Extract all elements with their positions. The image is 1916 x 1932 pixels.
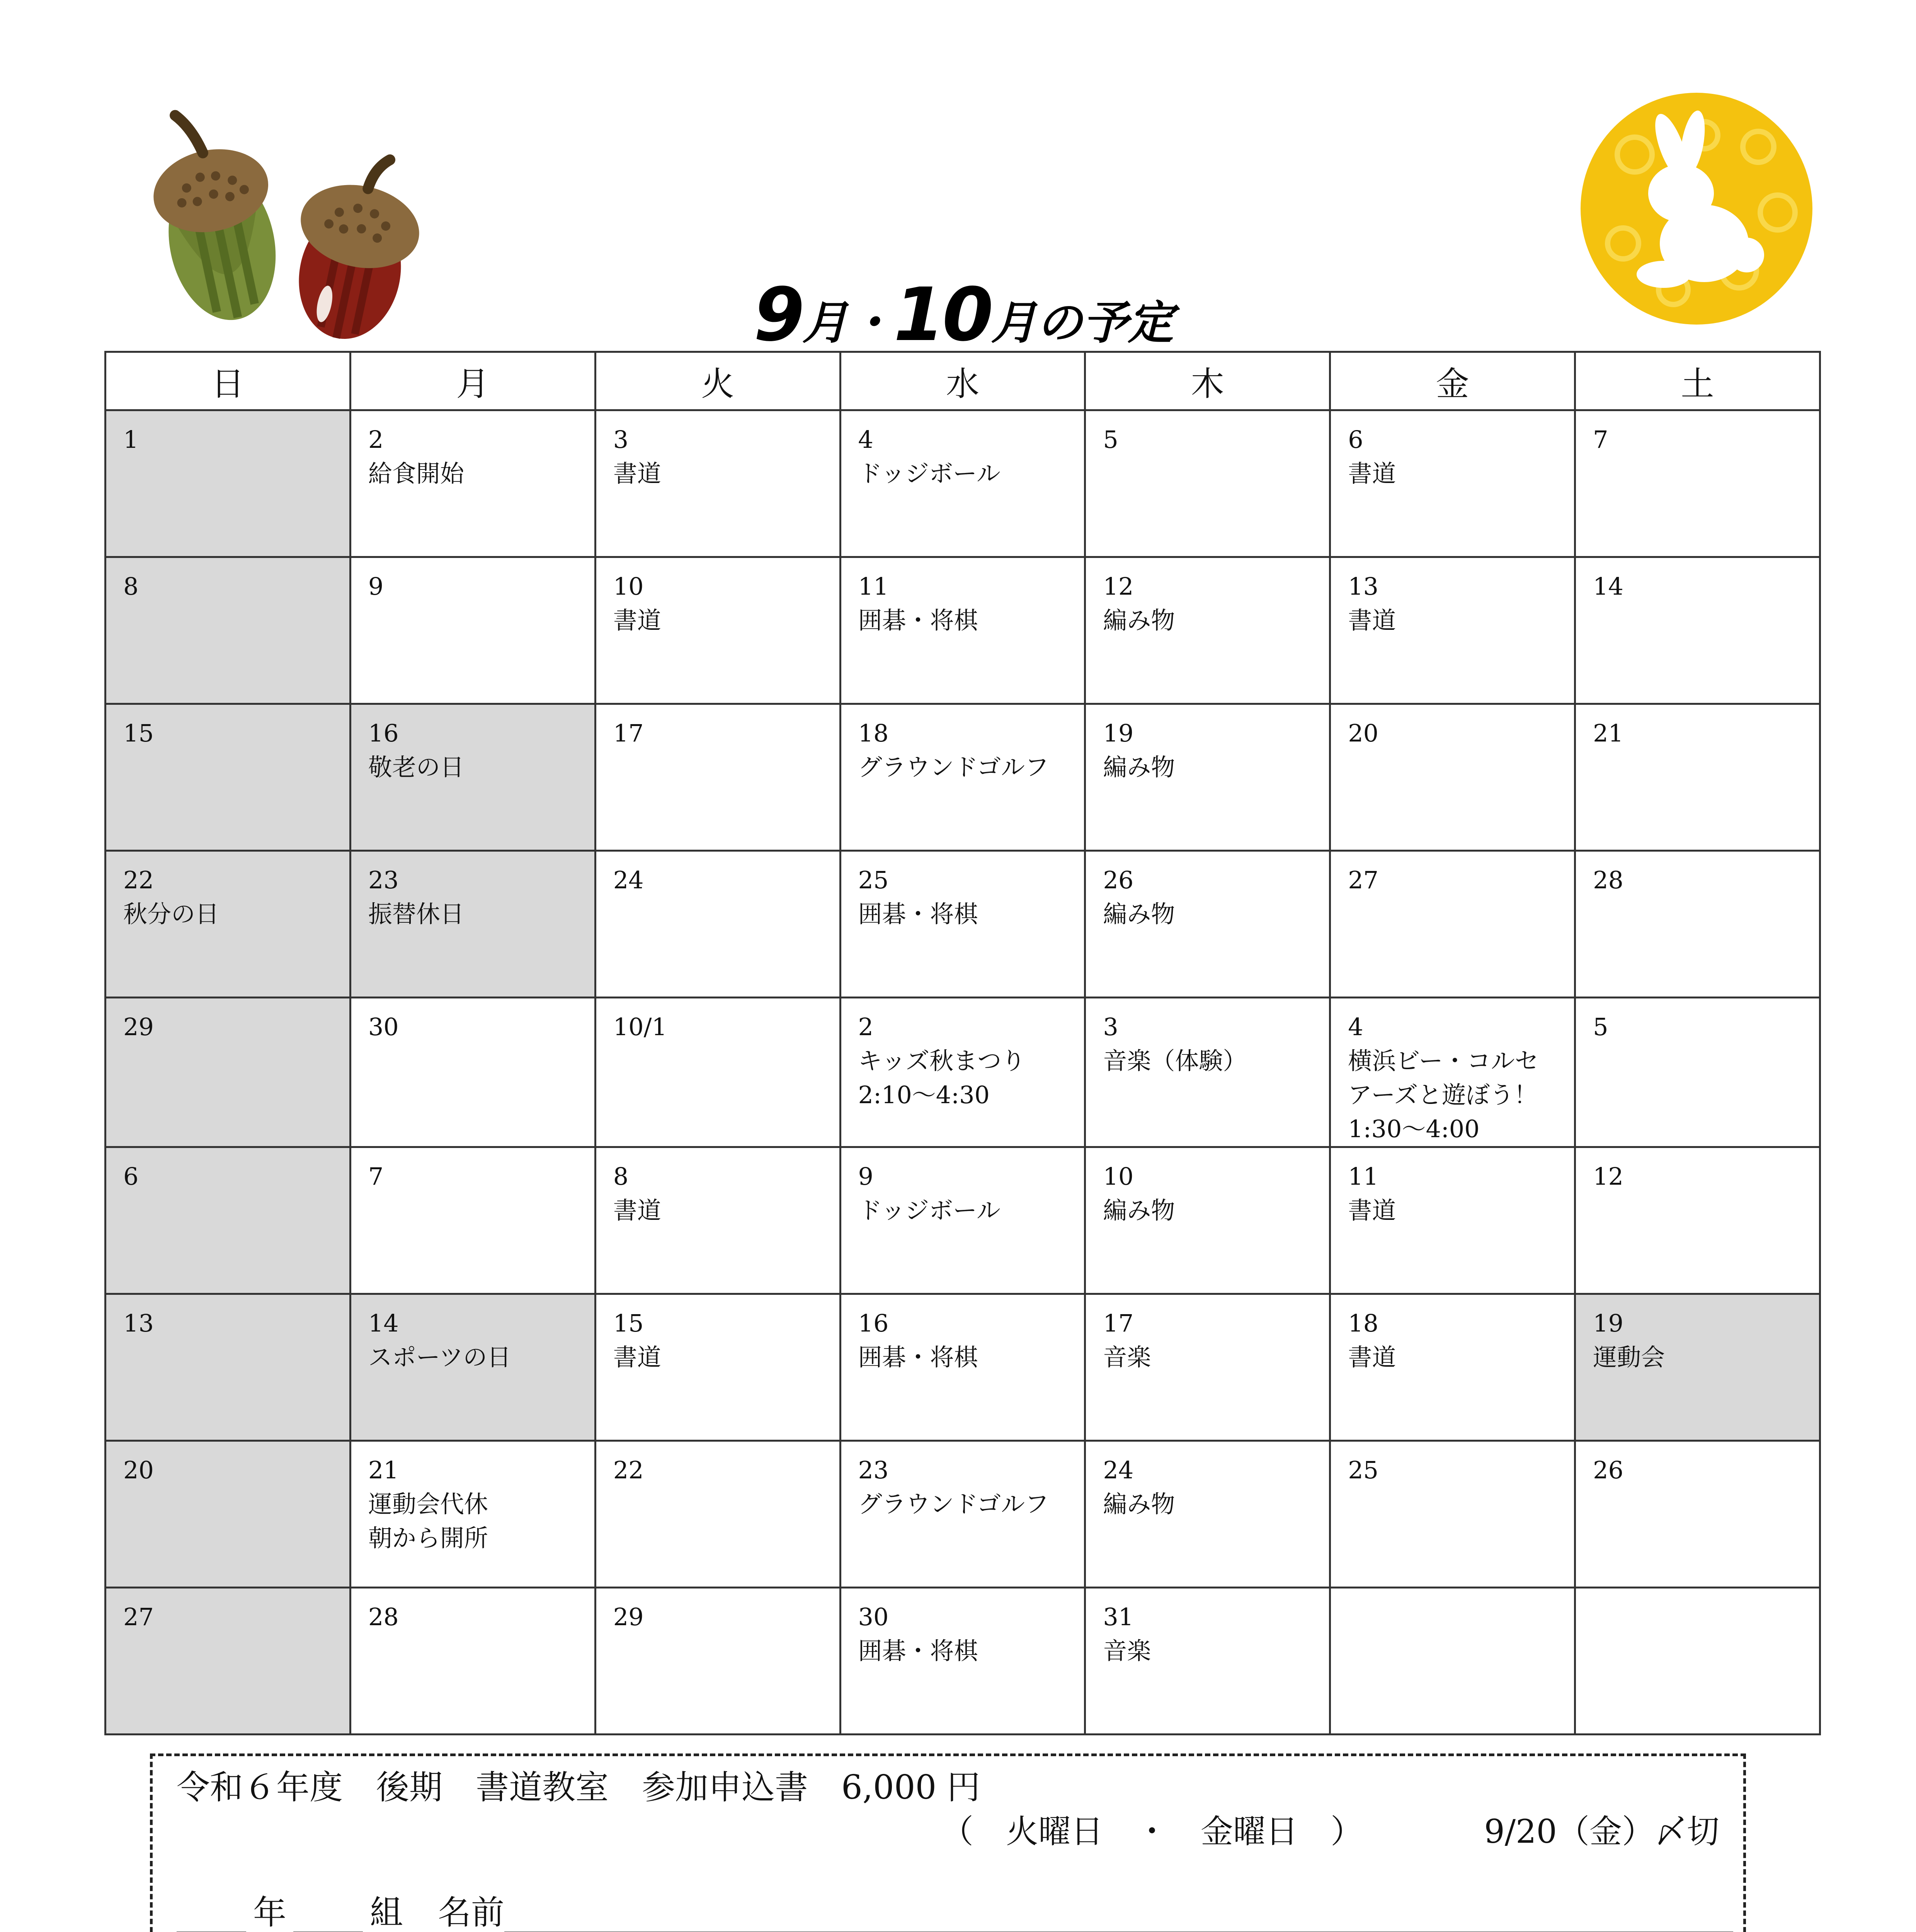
day-event: 編み物 <box>1103 606 1175 634</box>
day-event: 1:30～4:00 <box>1348 1115 1480 1143</box>
day-number: 16 <box>858 1309 889 1337</box>
day-number: 7 <box>368 1162 384 1190</box>
day-event: 運動会代休 <box>368 1490 488 1518</box>
calendar-day-cell <box>1575 1441 1820 1588</box>
day-number: 6 <box>1348 425 1363 454</box>
day-event: 編み物 <box>1103 900 1175 928</box>
day-number: 25 <box>1348 1456 1379 1484</box>
calendar-day-cell <box>1330 1294 1575 1441</box>
day-number: 28 <box>1593 866 1623 894</box>
calendar-day-cell <box>1330 704 1575 851</box>
day-number: 3 <box>1103 1013 1118 1041</box>
day-number: 14 <box>368 1309 399 1337</box>
day-number: 3 <box>613 425 629 454</box>
day-event: アーズと遊ぼう！ <box>1348 1081 1538 1109</box>
calendar-day-cell <box>105 1147 351 1294</box>
day-number: 10 <box>613 572 644 600</box>
day-event: 2:10～4:30 <box>858 1081 990 1109</box>
calendar-day-cell <box>840 851 1085 998</box>
title-suffix: 月の予定 <box>991 296 1174 349</box>
year-label: 年 <box>253 1893 286 1932</box>
day-event: 書道 <box>1348 459 1396 488</box>
schedule-calendar <box>104 351 1821 1735</box>
day-event: グラウンドゴルフ <box>858 753 1049 781</box>
day-event: 朝から開所 <box>368 1524 488 1552</box>
day-number: 11 <box>1348 1162 1379 1190</box>
calendar-day-cell <box>105 557 351 704</box>
calendar-day-cell <box>1330 1441 1575 1588</box>
day-number: 5 <box>1103 425 1118 454</box>
day-number: 9 <box>858 1162 873 1190</box>
calendar-day-cell <box>595 704 840 851</box>
weekday-header: 金 <box>1330 352 1575 410</box>
day-number: 29 <box>123 1013 154 1041</box>
moon-rabbit-illustration <box>1577 89 1816 328</box>
calendar-day-cell <box>1575 1294 1820 1441</box>
calendar-day-cell <box>1330 557 1575 704</box>
day-event: 書道 <box>613 1343 661 1371</box>
calendar-day-cell <box>350 704 595 851</box>
day-number: 16 <box>368 719 399 747</box>
calendar-day-cell <box>1575 998 1820 1147</box>
day-event: 書道 <box>613 606 661 634</box>
calendar-day-cell <box>595 1294 840 1441</box>
calendar-day-cell <box>840 557 1085 704</box>
day-number: 23 <box>368 866 399 894</box>
calendar-day-cell <box>1575 704 1820 851</box>
calendar-day-cell <box>105 851 351 998</box>
weekday-header: 水 <box>840 352 1085 410</box>
day-event: 囲碁・将棋 <box>858 1637 978 1665</box>
calendar-day-cell <box>1330 998 1575 1147</box>
day-number: 13 <box>123 1309 154 1337</box>
day-number: 27 <box>123 1603 154 1631</box>
day-event: スポーツの日 <box>368 1343 511 1371</box>
day-event: 振替休日 <box>368 900 464 928</box>
calendar-day-cell <box>1085 1441 1330 1588</box>
day-number: 20 <box>123 1456 154 1484</box>
day-event: 秋分の日 <box>123 900 220 928</box>
day-number: 11 <box>858 572 889 600</box>
day-event: ドッジボール <box>858 459 1001 488</box>
day-event: 書道 <box>1348 1343 1396 1371</box>
calendar-day-cell <box>840 1294 1085 1441</box>
day-number: 22 <box>123 866 154 894</box>
day-event: 音楽 <box>1103 1343 1151 1371</box>
day-event: 書道 <box>613 459 661 488</box>
calendar-day-cell <box>840 1441 1085 1588</box>
calendar-day-cell <box>350 557 595 704</box>
weekday-header: 日 <box>105 352 351 410</box>
day-event: キッズ秋まつり <box>858 1047 1026 1075</box>
day-event: 給食開始 <box>368 459 464 488</box>
calendar-day-cell <box>595 998 840 1147</box>
day-number: 25 <box>858 866 889 894</box>
calendar-day-cell <box>105 704 351 851</box>
form-calligraphy <box>150 1753 1746 1932</box>
day-number: 29 <box>613 1603 644 1631</box>
day-event: 編み物 <box>1103 753 1175 781</box>
title-month-1: 9 <box>754 272 803 357</box>
day-event: 書道 <box>1348 1196 1396 1225</box>
class-field[interactable] <box>293 1897 363 1932</box>
day-number: 18 <box>1348 1309 1379 1337</box>
calendar-day-cell <box>840 704 1085 851</box>
day-number: 22 <box>613 1456 644 1484</box>
calendar-day-cell <box>350 851 595 998</box>
day-number: 30 <box>368 1013 399 1041</box>
name-label: 名前 <box>438 1893 504 1932</box>
day-number: 14 <box>1593 572 1623 600</box>
calendar-week-row <box>105 1294 1820 1441</box>
day-event: 音楽 <box>1103 1637 1151 1665</box>
day-event: 編み物 <box>1103 1196 1175 1225</box>
calendar-day-cell <box>350 410 595 557</box>
calendar-day-cell <box>1085 557 1330 704</box>
calendar-day-cell <box>840 1588 1085 1735</box>
calendar-day-cell <box>350 1294 595 1441</box>
calendar-week-row <box>105 998 1820 1147</box>
day-number: 27 <box>1348 866 1379 894</box>
calendar-day-cell <box>595 1441 840 1588</box>
day-event: 運動会 <box>1593 1343 1665 1371</box>
weekday-header: 土 <box>1575 352 1820 410</box>
day-number: 21 <box>368 1456 399 1484</box>
day-number: 10 <box>1103 1162 1134 1190</box>
weekday-header: 木 <box>1085 352 1330 410</box>
day-number: 21 <box>1593 719 1623 747</box>
calendar-day-cell <box>350 1588 595 1735</box>
day-number: 1 <box>123 425 139 454</box>
day-number: 12 <box>1593 1162 1623 1190</box>
day-number: 19 <box>1593 1309 1623 1337</box>
calendar-day-cell <box>1085 1294 1330 1441</box>
day-number: 19 <box>1103 719 1134 747</box>
page-title <box>754 267 1174 357</box>
day-number: 24 <box>613 866 644 894</box>
calendar-day-cell <box>1330 1147 1575 1294</box>
day-number: 8 <box>123 572 139 600</box>
calendar-day-cell <box>840 410 1085 557</box>
day-number: 13 <box>1348 572 1379 600</box>
calendar-day-cell <box>350 1441 595 1588</box>
calendar-week-row <box>105 410 1820 557</box>
calendar-day-cell <box>595 410 840 557</box>
calendar-day-cell <box>1575 410 1820 557</box>
calendar-day-cell <box>350 998 595 1147</box>
day-number: 5 <box>1593 1013 1608 1041</box>
calendar-day-cell <box>105 998 351 1147</box>
day-number: 24 <box>1103 1456 1134 1484</box>
title-month-2: 10 <box>893 272 991 357</box>
day-number: 28 <box>368 1603 399 1631</box>
calendar-day-cell <box>1330 1588 1575 1735</box>
day-event: ドッジボール <box>858 1196 1001 1225</box>
calendar-day-cell <box>105 1441 351 1588</box>
day-number: 30 <box>858 1603 889 1631</box>
day-event: 敬老の日 <box>368 753 464 781</box>
day-event: 囲碁・将棋 <box>858 606 978 634</box>
calendar-week-row <box>105 704 1820 851</box>
calendar-day-cell <box>1085 1147 1330 1294</box>
form-name-line <box>177 1891 1733 1932</box>
calendar-day-cell <box>1575 1147 1820 1294</box>
day-number: 4 <box>858 425 873 454</box>
calendar-day-cell <box>105 1294 351 1441</box>
day-number: 8 <box>613 1162 629 1190</box>
day-event: 囲碁・将棋 <box>858 1343 978 1371</box>
year-field[interactable] <box>177 1897 246 1932</box>
day-number: 12 <box>1103 572 1134 600</box>
calendar-week-row <box>105 1147 1820 1294</box>
calendar-day-cell <box>840 998 1085 1147</box>
calendar-day-cell <box>1575 557 1820 704</box>
day-number: 26 <box>1103 866 1134 894</box>
calendar-day-cell <box>1085 1588 1330 1735</box>
calendar-day-cell <box>1085 851 1330 998</box>
day-number: 9 <box>368 572 384 600</box>
day-number: 2 <box>858 1013 873 1041</box>
day-event: 編み物 <box>1103 1490 1175 1518</box>
calendar-day-cell <box>105 410 351 557</box>
calendar-day-cell <box>595 557 840 704</box>
day-number: 15 <box>613 1309 644 1337</box>
class-label: 組 <box>370 1893 403 1932</box>
calendar-day-cell <box>840 1147 1085 1294</box>
day-number: 18 <box>858 719 889 747</box>
day-number: 10/1 <box>613 1013 667 1041</box>
day-number: 26 <box>1593 1456 1623 1484</box>
day-event: グラウンドゴルフ <box>858 1490 1049 1518</box>
calendar-day-cell <box>595 1588 840 1735</box>
calendar-day-cell <box>1085 704 1330 851</box>
day-number: 2 <box>368 425 384 454</box>
calendar-day-cell <box>105 1588 351 1735</box>
calendar-day-cell <box>1575 1588 1820 1735</box>
calendar-day-cell <box>1330 410 1575 557</box>
day-event: 横浜ビー・コルセ <box>1348 1047 1539 1075</box>
acorn-illustration <box>139 93 441 340</box>
calendar-day-cell <box>595 1147 840 1294</box>
day-number: 7 <box>1593 425 1608 454</box>
calendar-week-row <box>105 1588 1820 1735</box>
calendar-week-row <box>105 1441 1820 1588</box>
calendar-day-cell <box>350 1147 595 1294</box>
weekday-header-row <box>105 352 1820 410</box>
calendar-day-cell <box>1330 851 1575 998</box>
day-number: 23 <box>858 1456 889 1484</box>
weekday-header: 火 <box>595 352 840 410</box>
name-field[interactable] <box>504 1897 1733 1932</box>
title-separator: 月・ <box>802 296 894 349</box>
day-event: 書道 <box>613 1196 661 1225</box>
calendar-day-cell <box>1085 998 1330 1147</box>
day-number: 31 <box>1103 1603 1134 1631</box>
form-days: （ 火曜日 ・ 金曜日 ） <box>941 1813 1363 1850</box>
day-event: 音楽（体験） <box>1103 1047 1247 1075</box>
calendar-week-row <box>105 557 1820 704</box>
calendar-week-row <box>105 851 1820 998</box>
day-event: 書道 <box>1348 606 1396 634</box>
day-number: 17 <box>1103 1309 1134 1337</box>
form-heading: 令和６年度 後期 書道教室 参加申込書 6,000 円 <box>177 1768 980 1807</box>
calendar-day-cell <box>1085 410 1330 557</box>
weekday-header: 月 <box>350 352 595 410</box>
day-number: 17 <box>613 719 644 747</box>
day-number: 15 <box>123 719 154 747</box>
day-number: 6 <box>123 1162 139 1190</box>
day-number: 20 <box>1348 719 1379 747</box>
calendar-day-cell <box>595 851 840 998</box>
day-event: 囲碁・将棋 <box>858 900 978 928</box>
form-deadline: 9/20（金）〆切 <box>1484 1813 1719 1850</box>
calendar-day-cell <box>1575 851 1820 998</box>
day-number: 4 <box>1348 1013 1363 1041</box>
